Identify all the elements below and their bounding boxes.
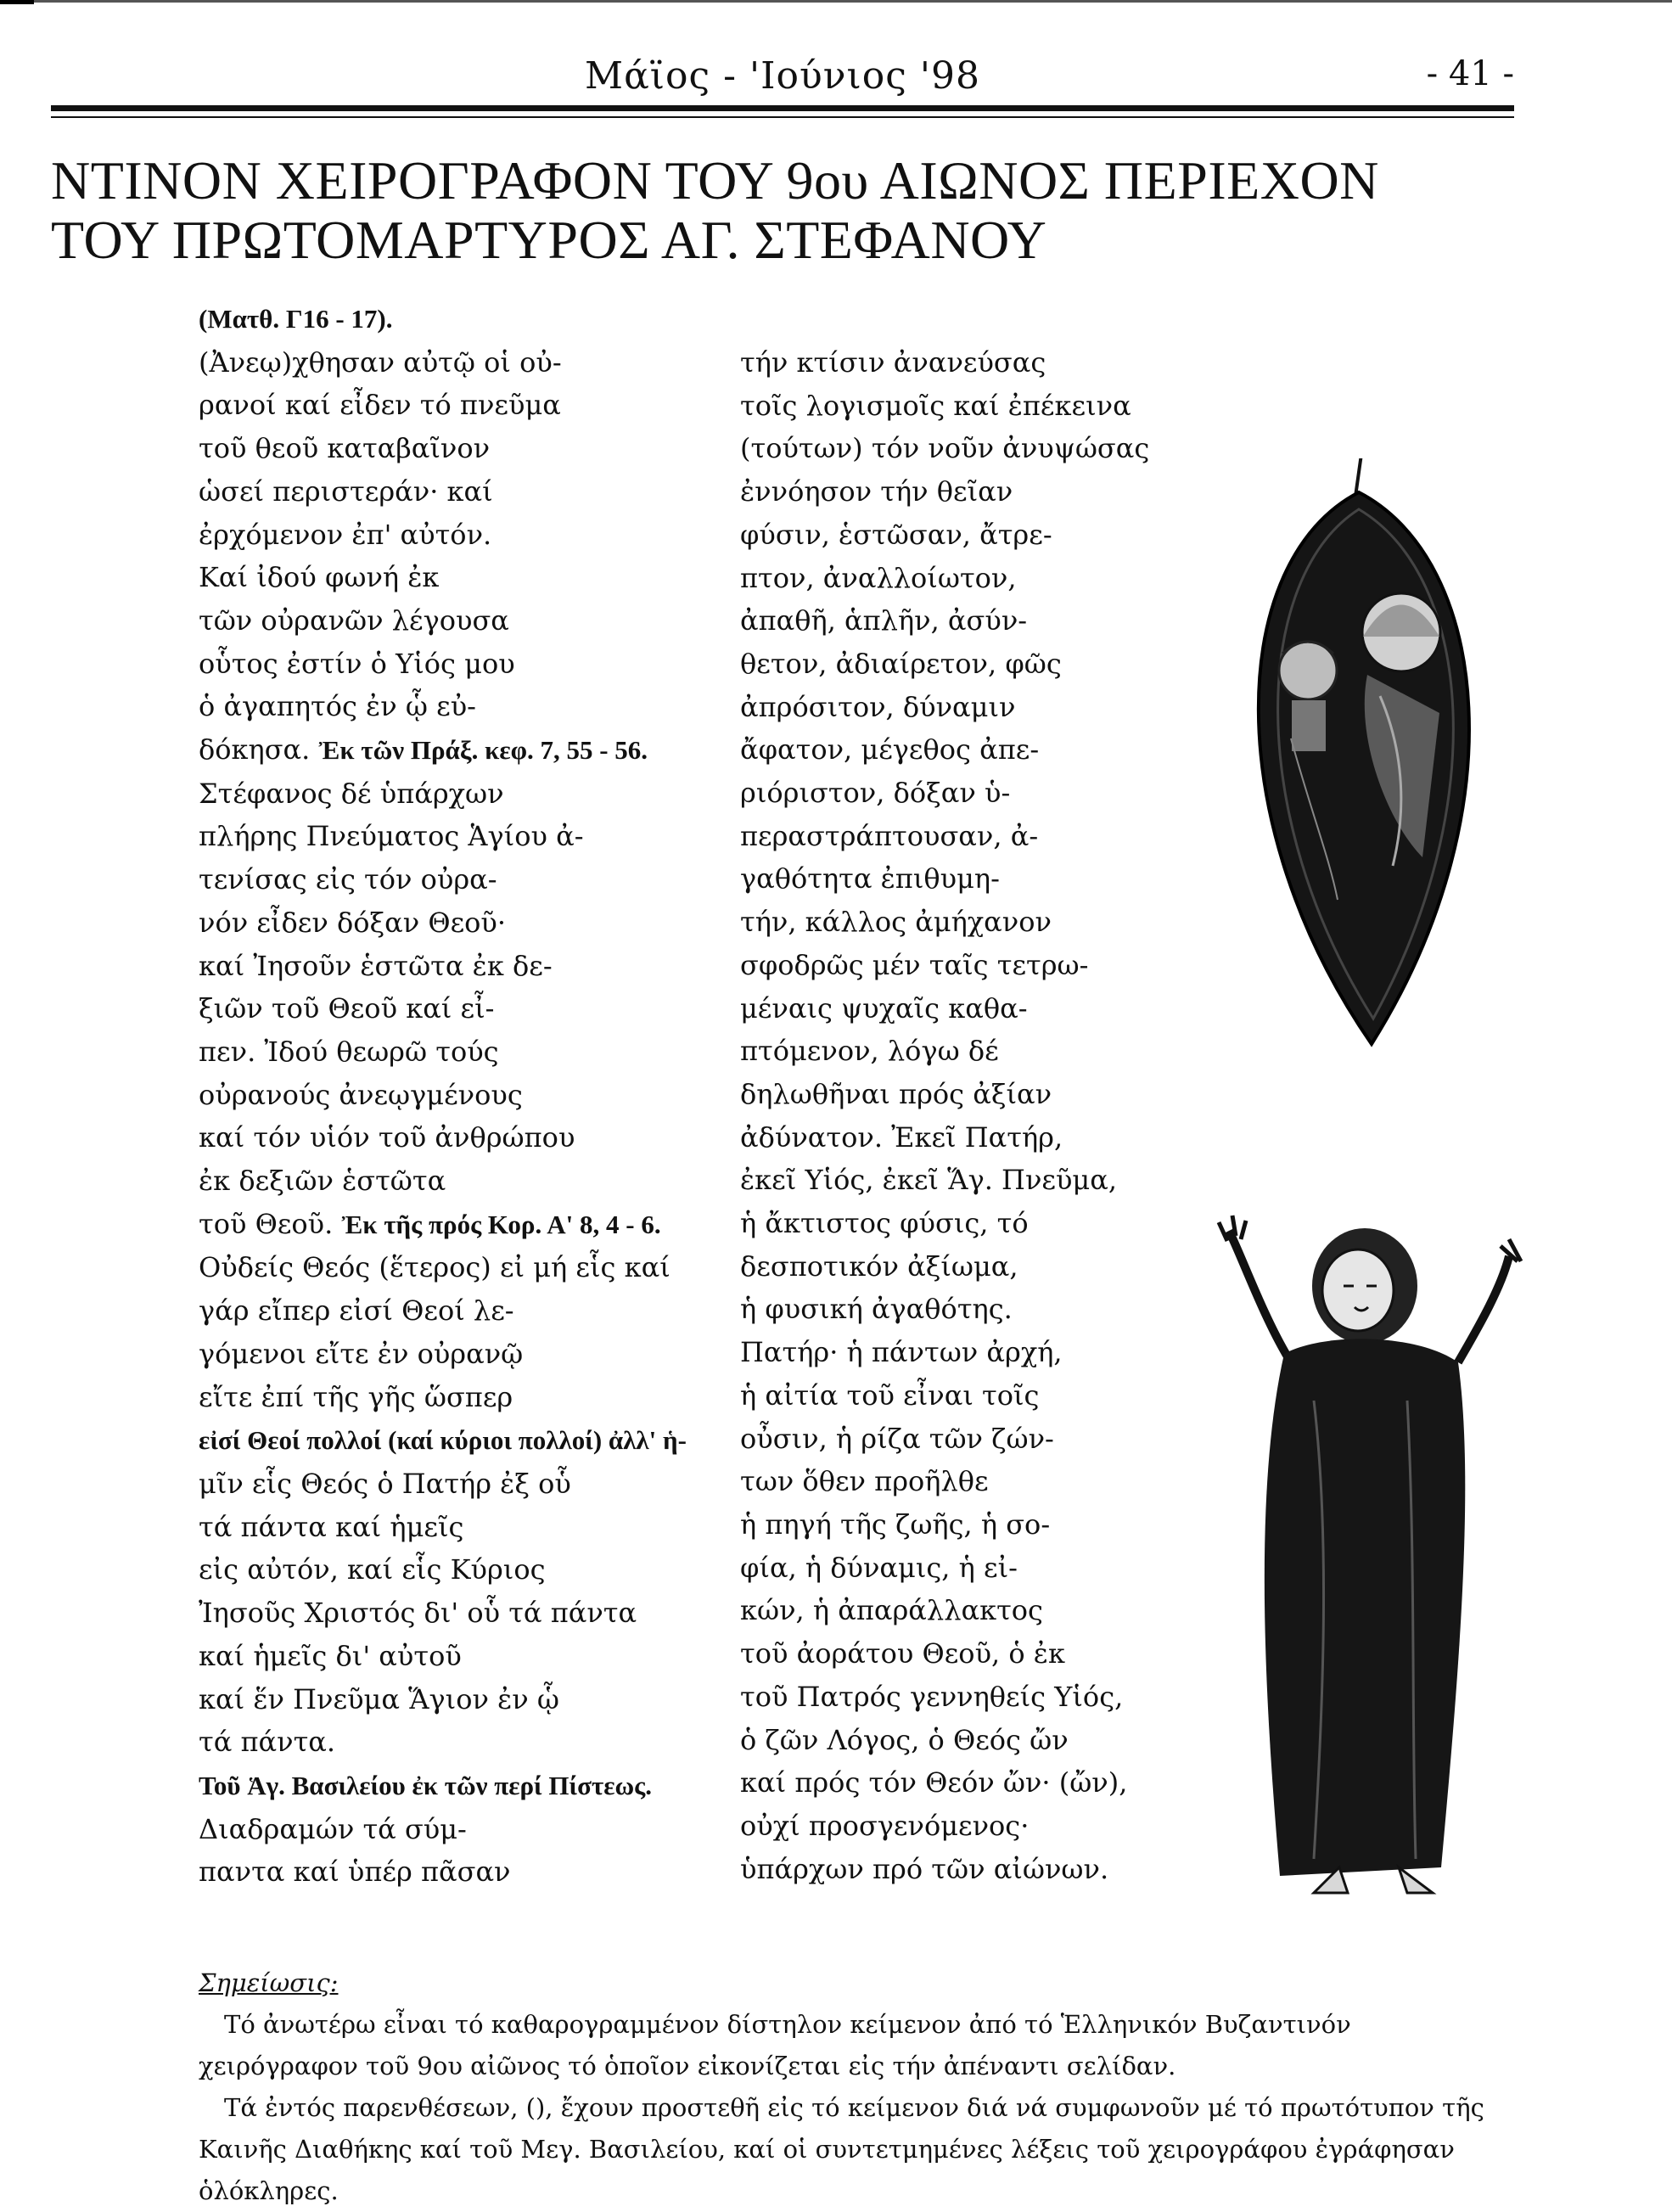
left-text-column <box>199 297 725 1894</box>
verse-text: ρανοί καί εἶδεν τό πνεῦμα <box>199 389 561 422</box>
saint-figure-illustration <box>1204 1205 1531 1901</box>
right-column-line: ἡ πηγή τῆς ζωῆς, ἡ σο- <box>740 1507 1051 1541</box>
scripture-reference: Ἐκ τῶν Πράξ. κεφ. 7, 55 - 56. <box>318 735 648 766</box>
left-column-line <box>199 1418 725 1463</box>
verse-text: Καί ἰδού φωνή ἐκ <box>199 561 440 594</box>
right-column-line: τοῦ ἀοράτου Θεοῦ, ὁ ἐκ <box>740 1637 1065 1670</box>
note-paragraph-2: Τά ἐντός παρενθέσεων, (), ἔχουν προστεθῆ εἰς τό κείμενον διά νά συμφωνοῦν μέ τό πρωτότυπον τῆς Καινῆς Διαθήκης καί τοῦ Μεγ. Βασιλείου, καί οἱ συντετμημένες λέξεις τοῦ χειρογράφου ἐγράφησαν ὁλόκληρες. <box>199 2093 1484 2205</box>
scripture-reference: εἰσί Θεοί πολλοί (καί κύριοι πολλοί) ἀλλ' ἡ- <box>199 1425 687 1456</box>
left-column-line <box>199 427 725 470</box>
verse-text: πλήρης Πνεύματος Ἁγίου ἀ- <box>199 820 584 853</box>
verse-text: Στέφανος δέ ὑπάρχων <box>199 777 504 810</box>
verse-text: εἴτε ἐπί τῆς γῆς ὥσπερ <box>199 1380 513 1413</box>
left-column-line <box>199 685 725 728</box>
left-column-line <box>199 772 725 816</box>
right-column-line: Πατήρ· ἡ πάντων ἀρχή, <box>740 1336 1063 1369</box>
right-column-line: δεσποτικόν ἀξίωμα, <box>740 1249 1018 1283</box>
running-head <box>51 51 1514 110</box>
scripture-reference: Τοῦ Ἁγ. Βασιλείου ἐκ τῶν περί Πίστεως. <box>199 1770 653 1800</box>
verse-text: ξιῶν τοῦ Θεοῦ καί εἶ- <box>199 992 495 1025</box>
verse-text: οὐρανούς ἀνεῳγμένους <box>199 1078 523 1111</box>
left-column-line <box>199 1289 725 1333</box>
right-column-line: περαστράπτουσαν, ἀ- <box>740 819 1039 852</box>
left-column-line <box>199 470 725 514</box>
left-column-line <box>199 1635 725 1678</box>
right-column-line: ἐκεῖ Υἱός, ἐκεῖ Ἅγ. Πνεῦμα, <box>740 1164 1117 1197</box>
left-column-line <box>199 297 725 341</box>
right-column-line: ὑπάρχων πρό τῶν αἰώνων. <box>740 1852 1109 1885</box>
verse-text: τενίσας εἰς τόν οὐρα- <box>199 863 497 896</box>
verse-text: τά πάντα καί ἡμεῖς <box>199 1510 464 1543</box>
left-column-line <box>199 1678 725 1721</box>
right-column-line: τήν κτίσιν ἀνανεύσας <box>740 346 1046 379</box>
verse-text: τοῦ Θεοῦ. <box>199 1207 342 1240</box>
verse-text: νόν εἶδεν δόξαν Θεοῦ· <box>199 906 507 939</box>
left-column-line <box>199 1116 725 1159</box>
verse-text: ὡσεί περιστεράν· καί <box>199 474 493 508</box>
verse-text: Διαδραμών τά σύμ- <box>199 1812 467 1845</box>
left-column-line <box>199 901 725 945</box>
verse-text: παντα καί ὑπέρ πᾶσαν <box>199 1855 511 1889</box>
left-column-line <box>199 987 725 1030</box>
left-column-line <box>199 1764 725 1808</box>
verse-text: καί ἕν Πνεῦμα Ἅγιον ἐν ᾧ <box>199 1682 559 1715</box>
scripture-reference: (Ματθ. Γ16 - 17). <box>199 304 393 334</box>
right-column-line: ἡ ἄκτιστος φύσις, τό <box>740 1207 1029 1240</box>
right-column-line: ἀδύνατον. Ἐκεῖ Πατήρ, <box>740 1120 1063 1154</box>
header-rule-thick <box>51 105 1514 111</box>
right-column-line: ἡ αἰτία τοῦ εἶναι τοῖς <box>740 1378 1040 1412</box>
right-column-line: ἀπαθῆ, ἁπλῆν, ἀσύν- <box>740 604 1028 637</box>
left-column-line <box>199 514 725 557</box>
right-column-line: ριόριστον, δόξαν ὑ- <box>740 777 1011 810</box>
verse-text: μῖν εἷς Θεός ὁ Πατήρ ἐξ οὗ <box>199 1467 571 1500</box>
left-column-line <box>199 945 725 988</box>
left-column-line <box>199 341 725 385</box>
verse-text: καί ἡμεῖς δι' αὐτοῦ <box>199 1639 462 1672</box>
verse-text: γόμενοι εἴτε ἐν οὐρανῷ <box>199 1337 524 1370</box>
right-column-line: των ὅθεν προῆλθε <box>740 1465 989 1498</box>
left-column-line <box>199 1808 725 1851</box>
verse-text: τῶν οὐρανῶν λέγουσα <box>199 604 509 637</box>
left-column-line <box>199 1463 725 1506</box>
verse-text: Οὐδείς Θεός (ἕτερος) εἰ μή εἷς καί <box>199 1251 670 1284</box>
left-column-line <box>199 1506 725 1549</box>
verse-text: τοῦ θεοῦ καταβαῖνον <box>199 432 491 465</box>
left-column-line <box>199 728 725 772</box>
left-column-line <box>199 1159 725 1203</box>
right-column-line: καί πρός τόν Θεόν ὤν· (ὤν), <box>740 1766 1128 1799</box>
running-title: Μάϊος - 'Ιούνιος '98 <box>585 54 980 98</box>
right-column-line: ἐννόησον τήν θεῖαν <box>740 475 1013 508</box>
note-title: Σημείωσις: <box>199 1968 339 1997</box>
right-column-line: τήν, κάλλος ἀμήχανον <box>740 906 1052 939</box>
right-column-line: τοῖς λογισμοῖς καί ἐπέκεινα <box>740 389 1131 422</box>
right-column-line: ἀπρόσιτον, δύναμιν <box>740 690 1016 723</box>
left-column-line <box>199 556 725 599</box>
left-column-line <box>199 1592 725 1635</box>
left-column-line <box>199 815 725 858</box>
article-headline <box>51 151 1494 270</box>
left-column-line <box>199 1203 725 1247</box>
verse-text: δόκησα. <box>199 733 319 766</box>
right-column-line: φία, ἡ δύναμις, ἡ εἰ- <box>740 1551 1018 1584</box>
headline-line-1: ΝΤΙΝΟΝ ΧΕΙΡΟΓΡΑΦΟΝ ΤΟΥ 9ου ΑΙΩΝΟΣ ΠΕΡΙΕΧΟΝ <box>51 150 1379 211</box>
scan-top-edge <box>34 0 1672 3</box>
verse-text: καί τόν υἱόν τοῦ ἀνθρώπου <box>199 1121 575 1154</box>
verse-text: ἐκ δεξιῶν ἑστῶτα <box>199 1165 446 1198</box>
scan-corner-mark <box>0 0 34 16</box>
verse-text: ἐρχόμενον ἐπ' αὐτόν. <box>199 518 492 551</box>
right-column-line: γαθότητα ἐπιθυμη- <box>740 862 1000 895</box>
headline-line-2: ΤΟΥ ΠΡΩΤΟΜΑΡΤΥΡΟΣ ΑΓ. ΣΤΕΦΑΝΟΥ <box>51 210 1047 270</box>
left-column-line <box>199 1074 725 1117</box>
verse-text: τά πάντα. <box>199 1726 336 1759</box>
right-column-line: (τούτων) τόν νοῦν ἀνυψώσας <box>740 432 1150 465</box>
right-column-line: μέναις ψυχαῖς καθα- <box>740 991 1028 1025</box>
left-column-line <box>199 643 725 686</box>
right-column-line: ὁ ζῶν Λόγος, ὁ Θεός ὤν <box>740 1723 1069 1756</box>
right-column-line: τοῦ Πατρός γεννηθείς Υἱός, <box>740 1680 1124 1713</box>
left-column-line <box>199 1246 725 1289</box>
mandorla-illustration <box>1210 458 1507 1053</box>
right-column-line: ἄφατον, μέγεθος ἀπε- <box>740 733 1040 766</box>
left-column-line <box>199 1548 725 1592</box>
verse-text: Ἰησοῦς Χριστός δι' οὗ τά πάντα <box>199 1597 637 1630</box>
left-column-line <box>199 1333 725 1376</box>
right-column-line: φύσιν, ἑστῶσαν, ἄτρε- <box>740 518 1052 551</box>
left-column-line <box>199 1721 725 1764</box>
header-rule-thin <box>51 116 1514 118</box>
right-column-line: πτον, ἀναλλοίωτον, <box>740 561 1017 594</box>
verse-text: (Ἀνεῳ)χθησαν αὐτῷ οἱ οὐ- <box>199 345 562 379</box>
note-paragraph-1: Τό ἀνωτέρω εἶναι τό καθαρογραμμένον δίστηλον κείμενον ἀπό τό Ἑλληνικόν Βυζαντινόν χειρόγραφον τοῦ 9ου αἰῶνος τό ὁποῖον εἰκονίζεται εἰς τήν ἀπέναντι σελίδαν. <box>199 2010 1351 2080</box>
editorial-note <box>199 1962 1506 2212</box>
page-number: - 41 - <box>1426 54 1514 93</box>
right-column-line: δηλωθῆναι πρός ἀξίαν <box>740 1077 1052 1110</box>
right-column-line: οὖσιν, ἡ ρίζα τῶν ζών- <box>740 1422 1054 1455</box>
verse-text: πεν. Ἰδού θεωρῶ τούς <box>199 1035 499 1068</box>
verse-text: ὁ ἀγαπητός ἐν ᾧ εὐ- <box>199 690 476 723</box>
verse-text: καί Ἰησοῦν ἑστῶτα ἐκ δε- <box>199 949 553 982</box>
left-column-line <box>199 384 725 427</box>
left-column-line <box>199 858 725 901</box>
right-column-line: σφοδρῶς μέν ταῖς τετρω- <box>740 948 1089 981</box>
right-column-line: πτόμενον, λόγω δέ <box>740 1035 999 1068</box>
right-text-column <box>740 341 1215 1890</box>
verse-text: οὗτος ἐστίν ὁ Υἱός μου <box>199 647 515 680</box>
right-column-line: θετον, ἀδιαίρετον, φῶς <box>740 647 1062 680</box>
left-column-line <box>199 1850 725 1894</box>
verse-text: εἰς αὐτόν, καί εἷς Κύριος <box>199 1553 546 1586</box>
right-column-line: ἡ φυσική ἀγαθότης. <box>740 1293 1013 1326</box>
verse-text: γάρ εἴπερ εἰσί Θεοί λε- <box>199 1294 514 1328</box>
left-column-line <box>199 1376 725 1419</box>
scripture-reference: Ἐκ τῆς πρός Κορ. Α' 8, 4 - 6. <box>341 1209 661 1239</box>
left-column-line <box>199 599 725 643</box>
left-column-line <box>199 1030 725 1074</box>
right-column-line: οὐχί προσγενόμενος· <box>740 1809 1030 1842</box>
right-column-line: κών, ἡ ἀπαράλλακτος <box>740 1594 1043 1627</box>
